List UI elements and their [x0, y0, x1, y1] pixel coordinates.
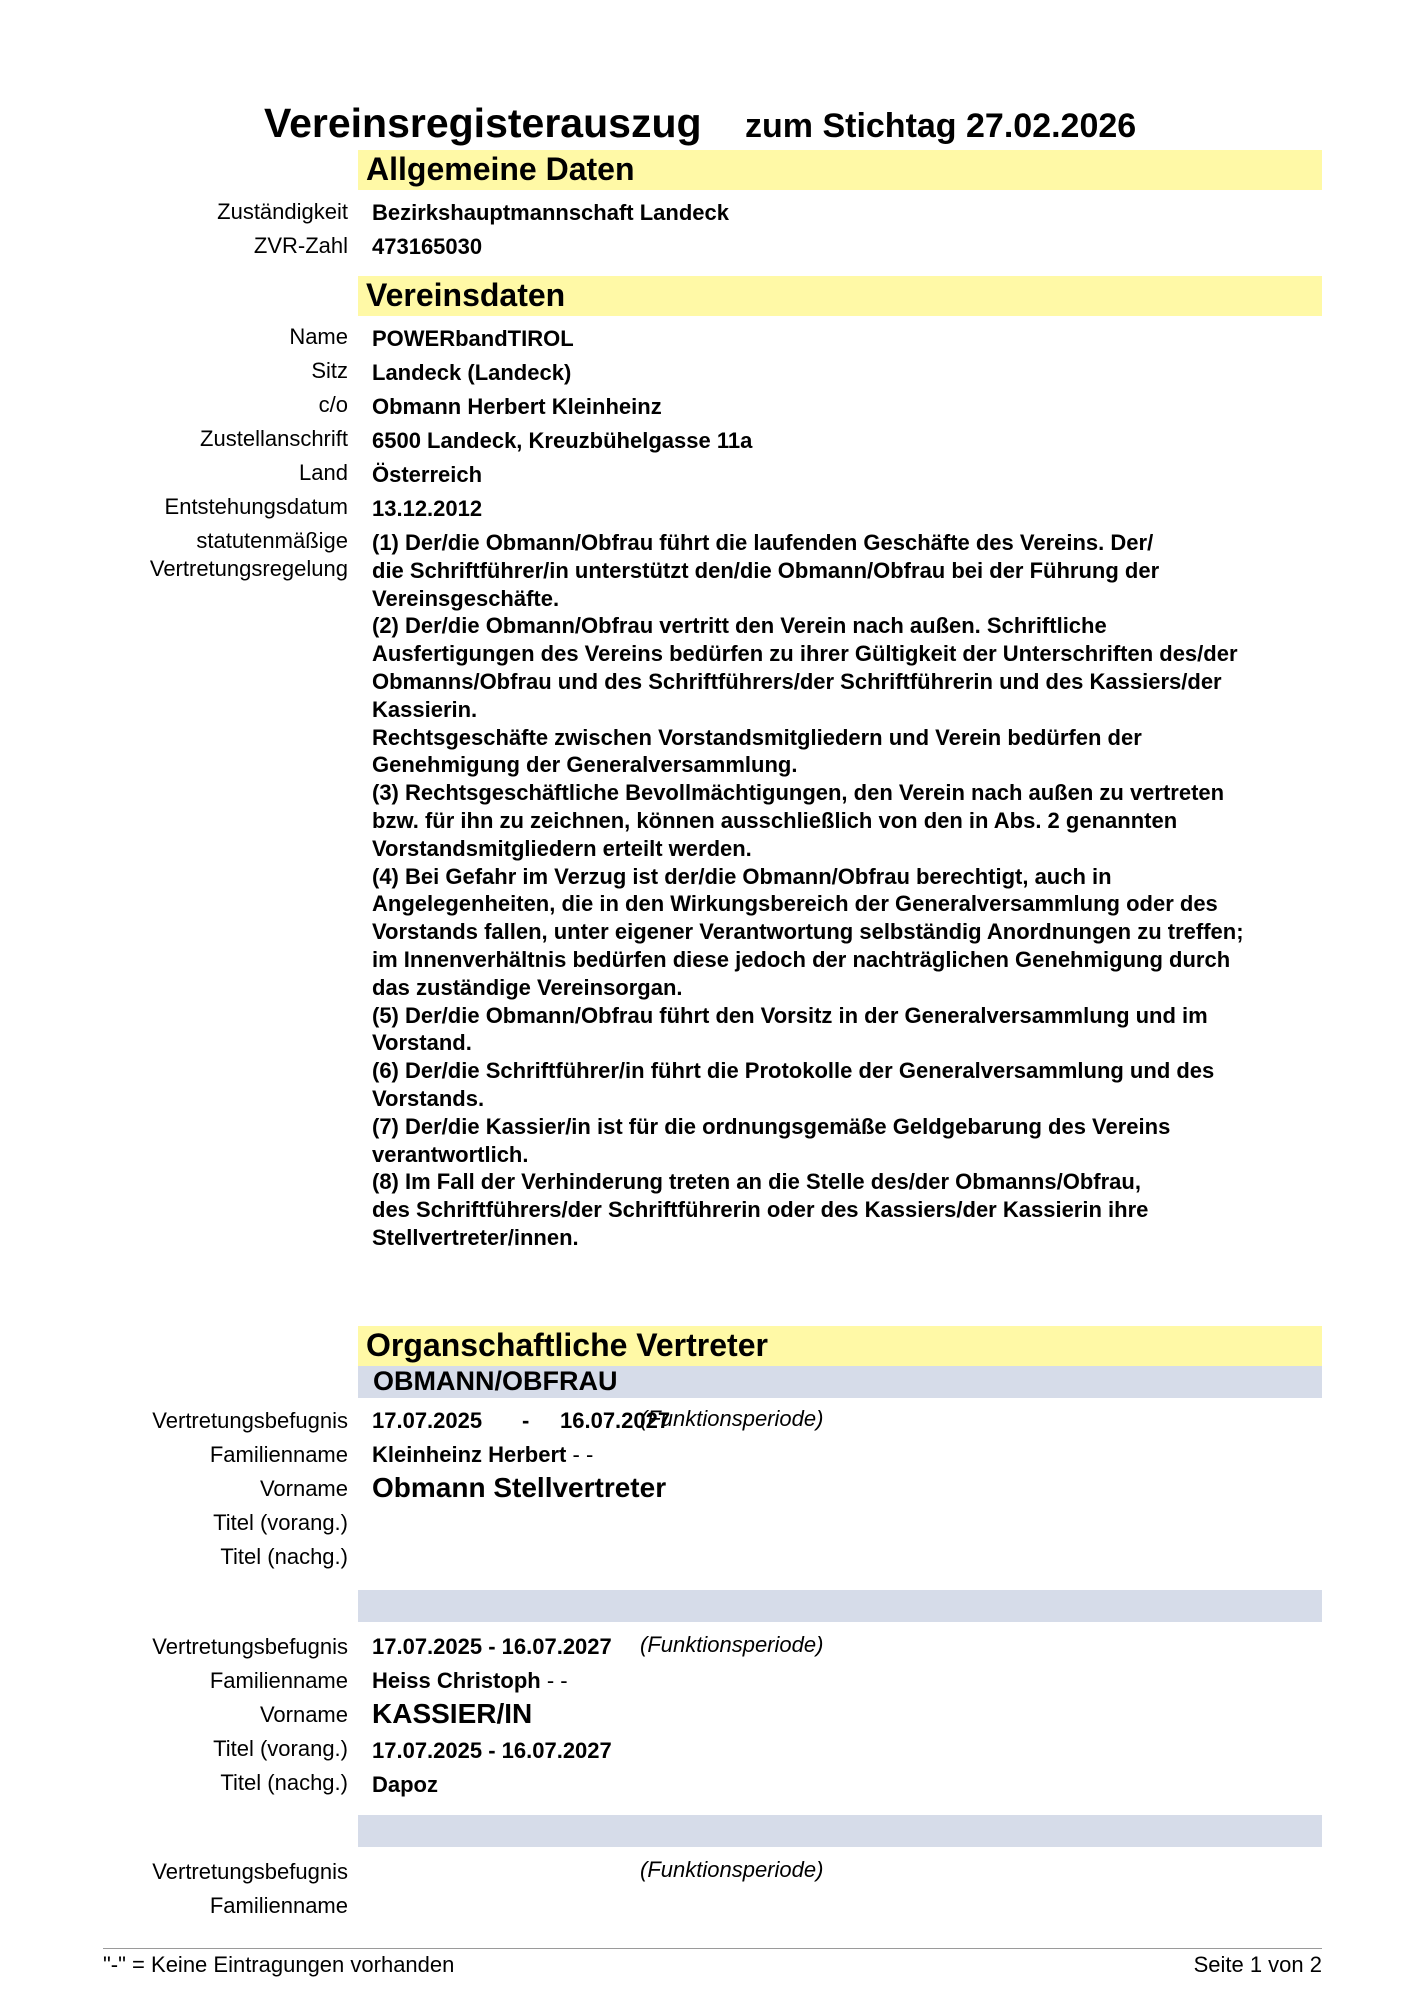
- document-title: Vereinsregisterauszug: [264, 100, 702, 146]
- text-line: Vorstandsmitgliedern erteilt werden.: [372, 835, 752, 861]
- funktionsperiode-note: (Funktionsperiode): [640, 1406, 824, 1431]
- value-zvr-zahl: 473165030: [372, 234, 483, 259]
- value-zustaendigkeit: Bezirkshauptmannschaft Landeck: [372, 200, 729, 225]
- value-familienname: [372, 1441, 593, 1469]
- text-line: Stellvertreter/innen.: [372, 1224, 579, 1250]
- label-vertretungsbefugnis: Vertretungsbefugnis: [152, 1859, 348, 1884]
- funktionsperiode-note: (Funktionsperiode): [640, 1857, 824, 1882]
- label-vertretungsbefugnis: Vertretungsbefugnis: [152, 1634, 348, 1659]
- text-line: bzw. für ihn zu zeichnen, können ausschließlich von den in Abs. 2 genannten: [372, 807, 1178, 833]
- vertretungsregelung-text: [372, 529, 1332, 1252]
- label-titel-nachg: Titel (nachg.): [220, 1770, 348, 1795]
- value-vorname: Obmann Stellvertreter: [372, 1472, 667, 1503]
- label-zvr-zahl: ZVR-Zahl: [253, 233, 348, 258]
- label-familienname: Familienname: [209, 1668, 348, 1693]
- section-vereinsdaten: [358, 276, 1322, 316]
- value-titel-vorang: 17.07.2025 - 16.07.2027: [372, 1738, 612, 1763]
- value-date-dash: -: [522, 1408, 530, 1433]
- text-line: (5) Der/die Obmann/Obfrau führt den Vorsitz in der Generalversammlung und im: [372, 1002, 1208, 1028]
- value-date-to: 16.07.2027: [560, 1408, 671, 1433]
- value-titel-nachg: Dapoz: [372, 1772, 438, 1797]
- section-heading: Organschaftliche Vertreter: [366, 1327, 768, 1363]
- familienname-suffix: - -: [546, 1668, 568, 1693]
- value-entstehungsdatum: 13.12.2012: [372, 496, 483, 521]
- text-line: Angelegenheiten, die in den Wirkungsbereich der Generalversammlung oder des: [372, 891, 1218, 917]
- text-line: verantwortlich.: [372, 1141, 529, 1167]
- text-line: (4) Bei Gefahr im Verzug ist der/die Obmann/Obfrau berechtigt, auch in: [372, 863, 1112, 889]
- label-vertretungsbefugnis: Vertretungsbefugnis: [152, 1408, 348, 1433]
- section-heading: Allgemeine Daten: [366, 151, 635, 187]
- value-land: Österreich: [372, 462, 483, 487]
- familienname-text: Heiss Christoph: [372, 1668, 541, 1693]
- section-allgemeine-daten: [358, 150, 1322, 190]
- role-bar-empty: [358, 1815, 1322, 1847]
- footer-legend: "-" = Keine Eintragungen vorhanden: [103, 1952, 455, 1977]
- value-sitz: Landeck (Landeck): [372, 360, 572, 385]
- text-line: (6) Der/die Schriftführer/in führt die Protokolle der Generalversammlung und des: [372, 1058, 1215, 1084]
- label-vertretungsregelung-1: statutenmäßige: [196, 528, 348, 553]
- label-titel-vorang: Titel (vorang.): [213, 1510, 348, 1535]
- footer-divider: [103, 1948, 1322, 1949]
- value-co: Obmann Herbert Kleinheinz: [372, 394, 662, 419]
- label-familienname: Familienname: [209, 1893, 348, 1918]
- stichtag-date: zum Stichtag 27.02.2026: [745, 107, 1137, 145]
- role-title: OBMANN/OBFRAU: [373, 1366, 618, 1396]
- text-line: (1) Der/die Obmann/Obfrau führt die laufenden Geschäfte des Vereins. Der/: [372, 530, 1154, 555]
- label-vorname: Vorname: [259, 1476, 348, 1501]
- label-vorname: Vorname: [259, 1702, 348, 1727]
- label-sitz: Sitz: [311, 358, 348, 383]
- value-familienname: [372, 1667, 568, 1695]
- label-entstehungsdatum: Entstehungsdatum: [164, 494, 348, 519]
- text-line: (3) Rechtsgeschäftliche Bevollmächtigungen, den Verein nach außen zu vertreten: [372, 780, 1225, 806]
- funktionsperiode-note: (Funktionsperiode): [640, 1632, 824, 1657]
- label-zustellanschrift: Zustellanschrift: [200, 426, 348, 451]
- value-date-from: 17.07.2025: [372, 1408, 483, 1433]
- text-line: Obmanns/Obfrau und des Schriftführers/der Schriftführerin und des Kassiers/der: [372, 668, 1222, 694]
- text-line: des Schriftführers/der Schriftführerin oder des Kassiers/der Kassierin ihre: [372, 1197, 1149, 1223]
- familienname-suffix: - -: [572, 1442, 594, 1467]
- text-line: Vorstand.: [372, 1030, 472, 1056]
- text-line: die Schriftführer/in unterstützt den/die Obmann/Obfrau bei der Führung der: [372, 557, 1160, 583]
- text-line: im Innenverhältnis bedürfen diese jedoch der nachträglichen Genehmigung durch: [372, 946, 1231, 972]
- text-line: (8) Im Fall der Verhinderung treten an die Stelle des/der Obmanns/Obfrau,: [372, 1169, 1141, 1195]
- text-line: Vorstands fallen, unter eigener Verantwortung selbständig Anordnungen zu treffen;: [372, 919, 1244, 945]
- label-familienname: Familienname: [209, 1442, 348, 1467]
- text-line: (2) Der/die Obmann/Obfrau vertritt den Verein nach außen. Schriftliche: [372, 613, 1107, 639]
- section-heading: Vereinsdaten: [366, 277, 566, 313]
- label-titel-vorang: Titel (vorang.): [213, 1736, 348, 1761]
- text-line: Genehmigung der Generalversammlung.: [372, 752, 798, 778]
- label-land: Land: [299, 460, 348, 485]
- label-zustaendigkeit: Zuständigkeit: [217, 199, 348, 224]
- text-line: Vereinsgeschäfte.: [372, 585, 560, 611]
- section-organschaftliche-vertreter: [358, 1326, 1322, 1366]
- label-co: c/o: [318, 392, 348, 417]
- value-vorname: KASSIER/IN: [372, 1698, 533, 1729]
- text-line: Rechtsgeschäfte zwischen Vorstandsmitgliedern und Verein bedürfen der: [372, 724, 1142, 750]
- value-zustellanschrift: 6500 Landeck, Kreuzbühelgasse 11a: [372, 428, 753, 453]
- text-line: Vorstands.: [372, 1085, 485, 1111]
- role-bar-empty: [358, 1590, 1322, 1622]
- label-titel-nachg: Titel (nachg.): [220, 1544, 348, 1569]
- familienname-text: Kleinheinz Herbert: [372, 1442, 567, 1467]
- text-line: Kassierin.: [372, 696, 478, 722]
- value-name: POWERbandTIROL: [372, 326, 574, 351]
- text-line: Ausfertigungen des Vereins bedürfen zu ihrer Gültigkeit der Unterschriften des/der: [372, 641, 1238, 667]
- text-line: das zuständige Vereinsorgan.: [372, 974, 683, 1000]
- label-name: Name: [289, 324, 348, 349]
- role-bar-obmann: [358, 1366, 1322, 1398]
- page-number: Seite 1 von 2: [1193, 1952, 1322, 1977]
- value-period: 17.07.2025 - 16.07.2027: [372, 1634, 612, 1659]
- text-line: (7) Der/die Kassier/in ist für die ordnungsgemäße Geldgebarung des Vereins: [372, 1113, 1171, 1139]
- label-vertretungsregelung-2: Vertretungsregelung: [149, 556, 348, 581]
